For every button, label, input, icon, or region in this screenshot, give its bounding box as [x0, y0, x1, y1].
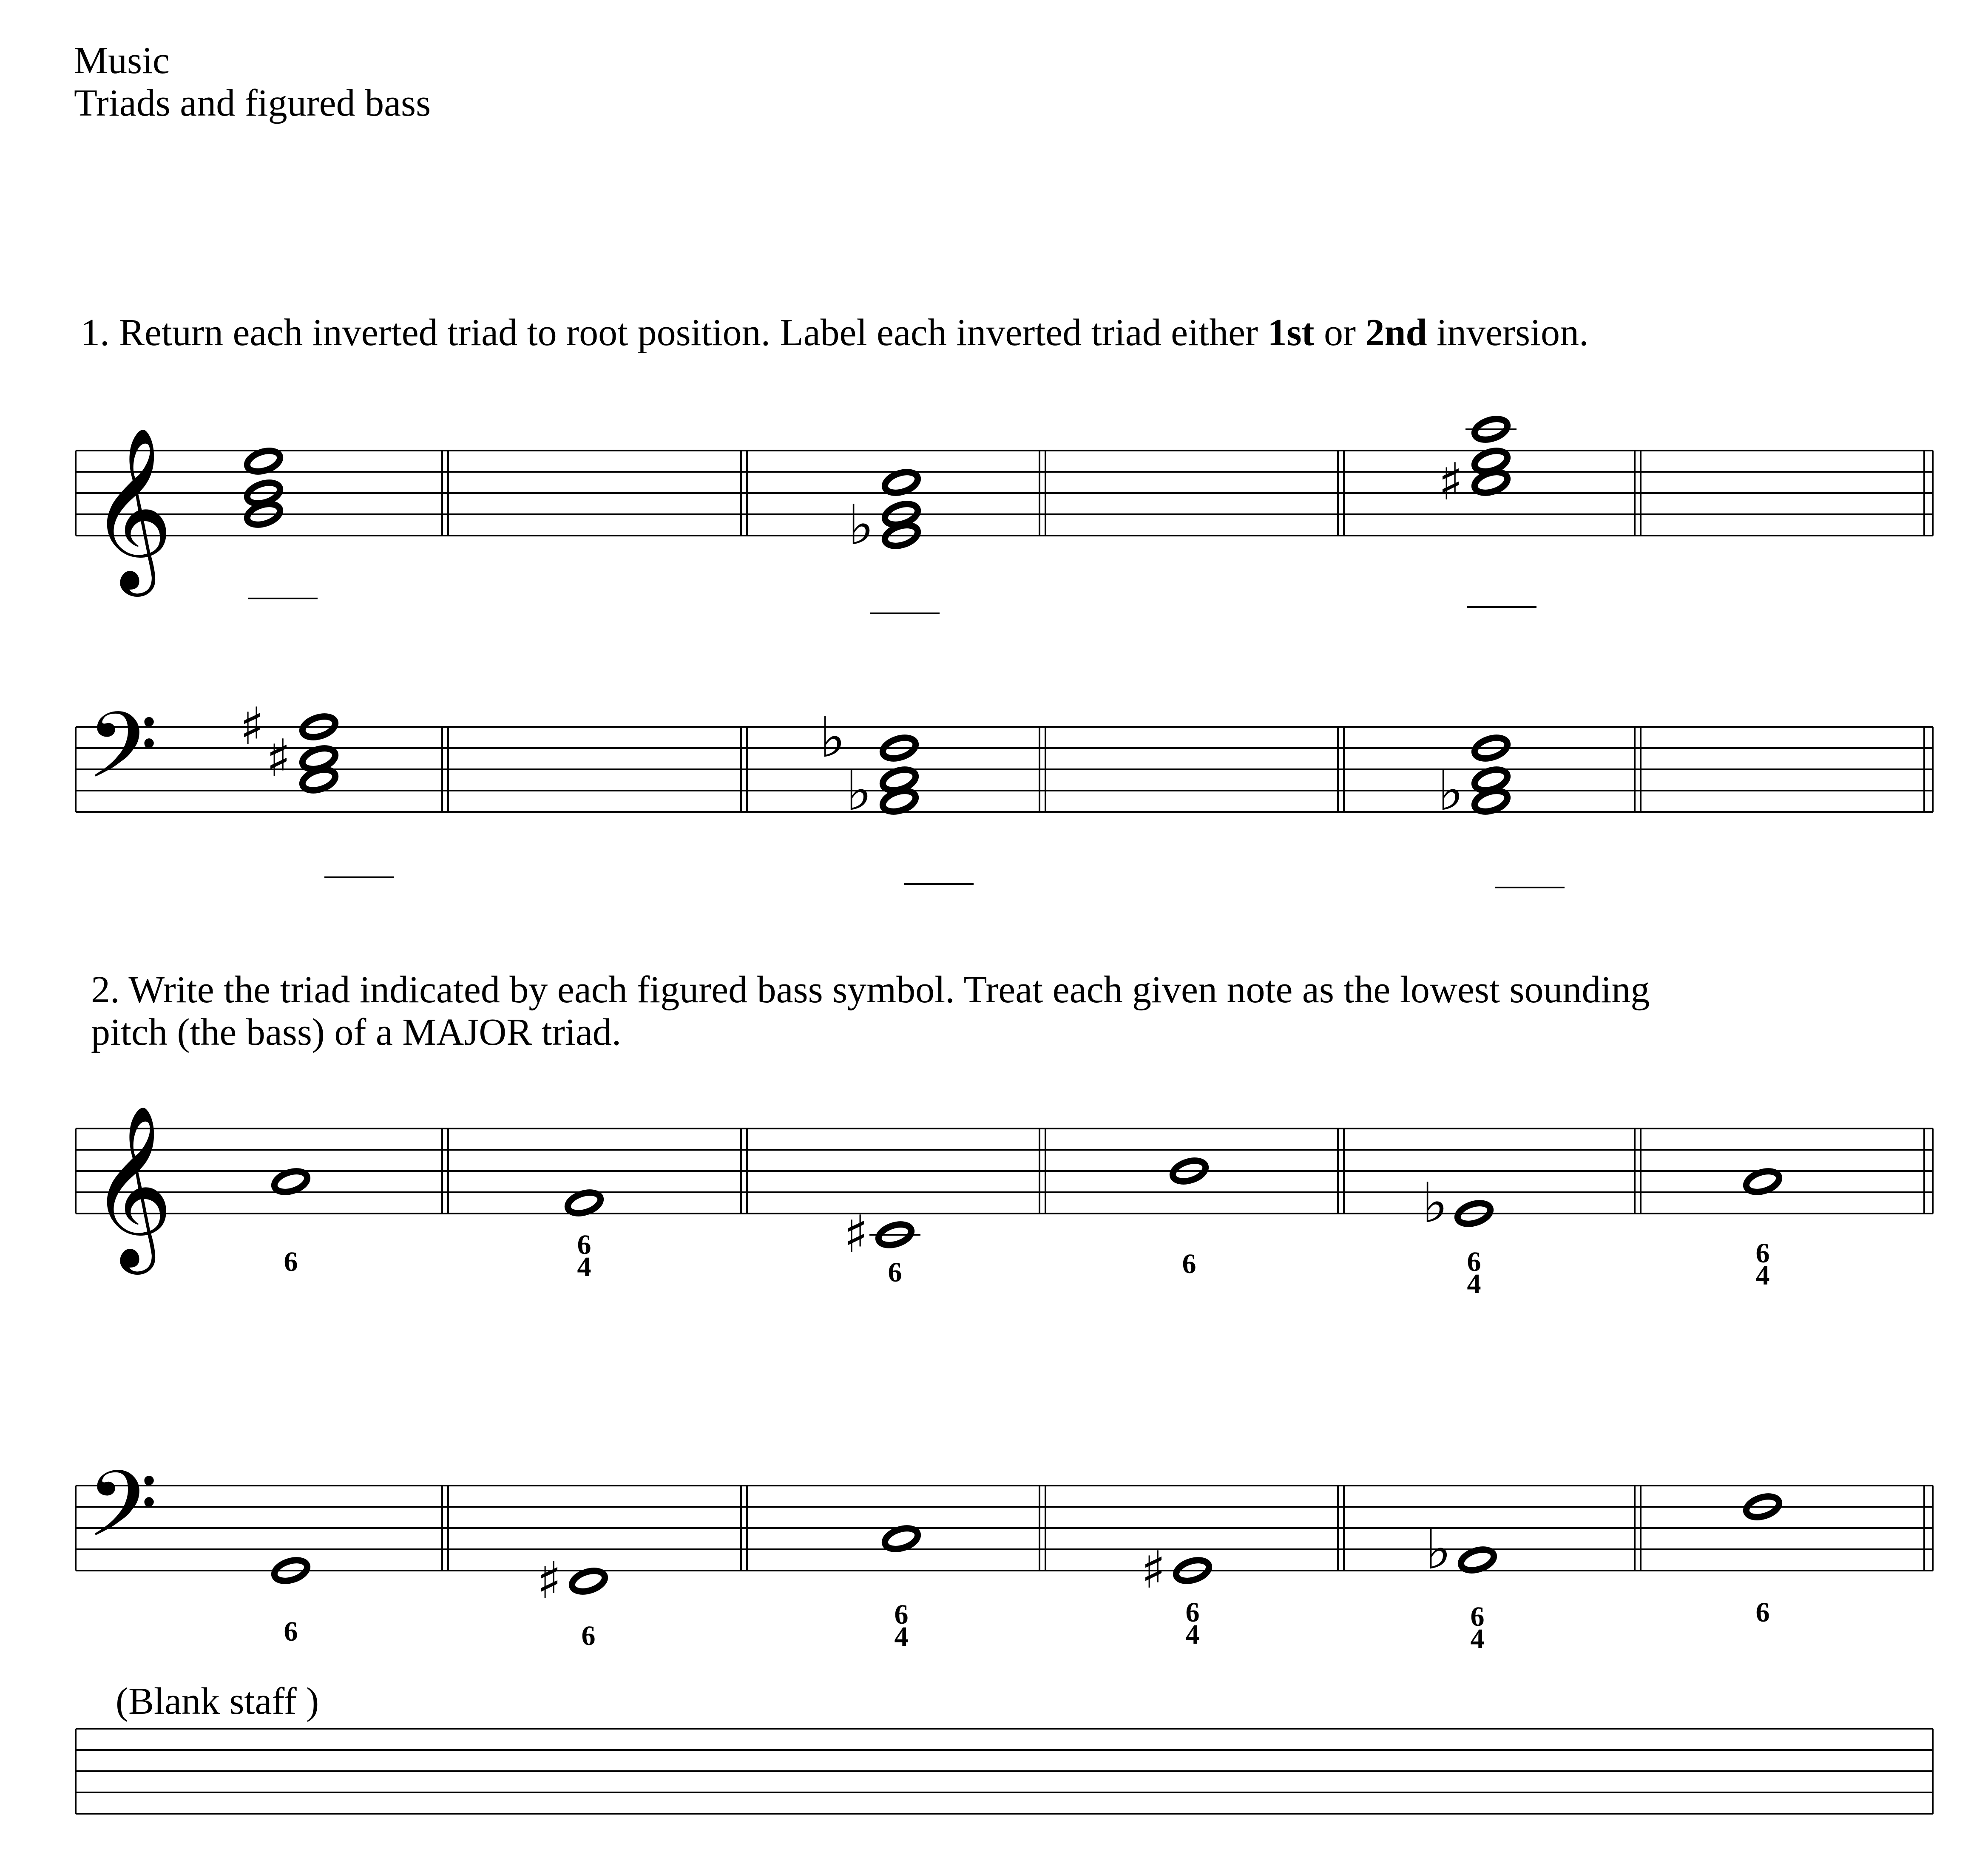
figured-bass-symbol — [284, 1246, 298, 1277]
figured-bass-symbol — [1471, 1601, 1485, 1654]
figure-digit: 6 — [581, 1620, 596, 1651]
flat-icon: ♭ — [1437, 758, 1464, 823]
bass-clef-icon: 𝄢 — [87, 1452, 158, 1580]
figured-bass-symbol — [1756, 1597, 1770, 1628]
sharp-icon: ♯ — [1141, 1541, 1166, 1600]
figured-bass-symbol — [582, 1620, 596, 1651]
figured-bass-symbol — [1756, 1238, 1770, 1291]
figure-digit: 6 — [888, 1257, 902, 1288]
q1-treble-chord — [848, 468, 920, 557]
treble-clef-icon: 𝄞 — [90, 426, 173, 589]
figure-digit: 6 — [1755, 1597, 1770, 1628]
figure-digit: 4 — [577, 1251, 591, 1282]
subject-heading: Music — [74, 40, 170, 82]
second-inversion-term: 2nd — [1365, 312, 1427, 354]
figure-digit: 6 — [1755, 1238, 1770, 1269]
figure-digit: 6 — [1185, 1597, 1200, 1628]
figure-digit: 6 — [284, 1246, 298, 1277]
figured-bass-symbol — [1467, 1246, 1481, 1299]
q1-bass-chord — [240, 697, 338, 794]
figure-digit: 4 — [1755, 1260, 1770, 1291]
question-2-line-2: pitch (the bass) of a MAJOR triad. — [91, 1011, 622, 1053]
blank-staff-label: (Blank staff ) — [116, 1680, 319, 1722]
q1-bass-staff — [76, 693, 1933, 821]
figure-digit: 6 — [284, 1616, 298, 1647]
q2-bass-note — [537, 1551, 608, 1611]
question-1-part-b: or — [1314, 312, 1366, 354]
q2-bass-staff — [76, 1452, 1933, 1580]
figure-digit: 6 — [1467, 1246, 1481, 1277]
q1-treble-chord — [1438, 415, 1517, 512]
sharp-icon: ♯ — [239, 697, 265, 756]
q2-treble-staff — [76, 1104, 1933, 1276]
figure-digit: 6 — [894, 1599, 909, 1630]
figured-bass-symbol — [1182, 1248, 1196, 1279]
treble-clef-icon: 𝄞 — [90, 1104, 173, 1267]
question-1-part-a: 1. Return each inverted triad to root position. Label each inverted triad either — [81, 312, 1268, 354]
sharp-icon: ♯ — [1438, 453, 1463, 512]
figure-digit: 4 — [1185, 1619, 1200, 1650]
figure-digit: 6 — [1182, 1248, 1196, 1279]
figure-digit: 6 — [1470, 1601, 1485, 1632]
first-inversion-term: 1st — [1267, 312, 1315, 354]
topic-heading: Triads and figured bass — [74, 82, 431, 124]
figure-digit: 4 — [1470, 1623, 1485, 1654]
blank-staff — [76, 1729, 1933, 1814]
q1-treble-chord — [244, 447, 283, 529]
sharp-icon: ♯ — [266, 729, 291, 788]
bass-clef-icon: 𝄢 — [87, 693, 158, 821]
q1-bass-chord — [819, 705, 918, 823]
question-1-part-c: inversion. — [1427, 312, 1589, 354]
flat-icon: ♭ — [848, 493, 874, 557]
figured-bass-symbol — [577, 1229, 591, 1282]
sharp-icon: ♯ — [843, 1205, 869, 1264]
flat-icon: ♭ — [1422, 1171, 1448, 1235]
question-2-line-1: 2. Write the triad indicated by each figured bass symbol. Treat each given note as the lowest sounding — [91, 969, 1650, 1011]
flat-icon: ♭ — [846, 758, 872, 823]
figured-bass-symbol — [284, 1616, 298, 1647]
flat-icon: ♭ — [819, 705, 846, 770]
figure-digit: 6 — [577, 1229, 591, 1260]
q2-treble-note — [1422, 1171, 1493, 1235]
figured-bass-symbol — [1186, 1597, 1200, 1650]
q1-treble-staff — [76, 426, 1933, 598]
flat-icon: ♭ — [1425, 1517, 1451, 1582]
figure-digit: 4 — [894, 1621, 909, 1652]
figured-bass-symbol — [895, 1599, 909, 1652]
figured-bass-symbol — [888, 1257, 902, 1288]
figure-digit: 4 — [1467, 1268, 1481, 1299]
sharp-icon: ♯ — [537, 1551, 562, 1611]
